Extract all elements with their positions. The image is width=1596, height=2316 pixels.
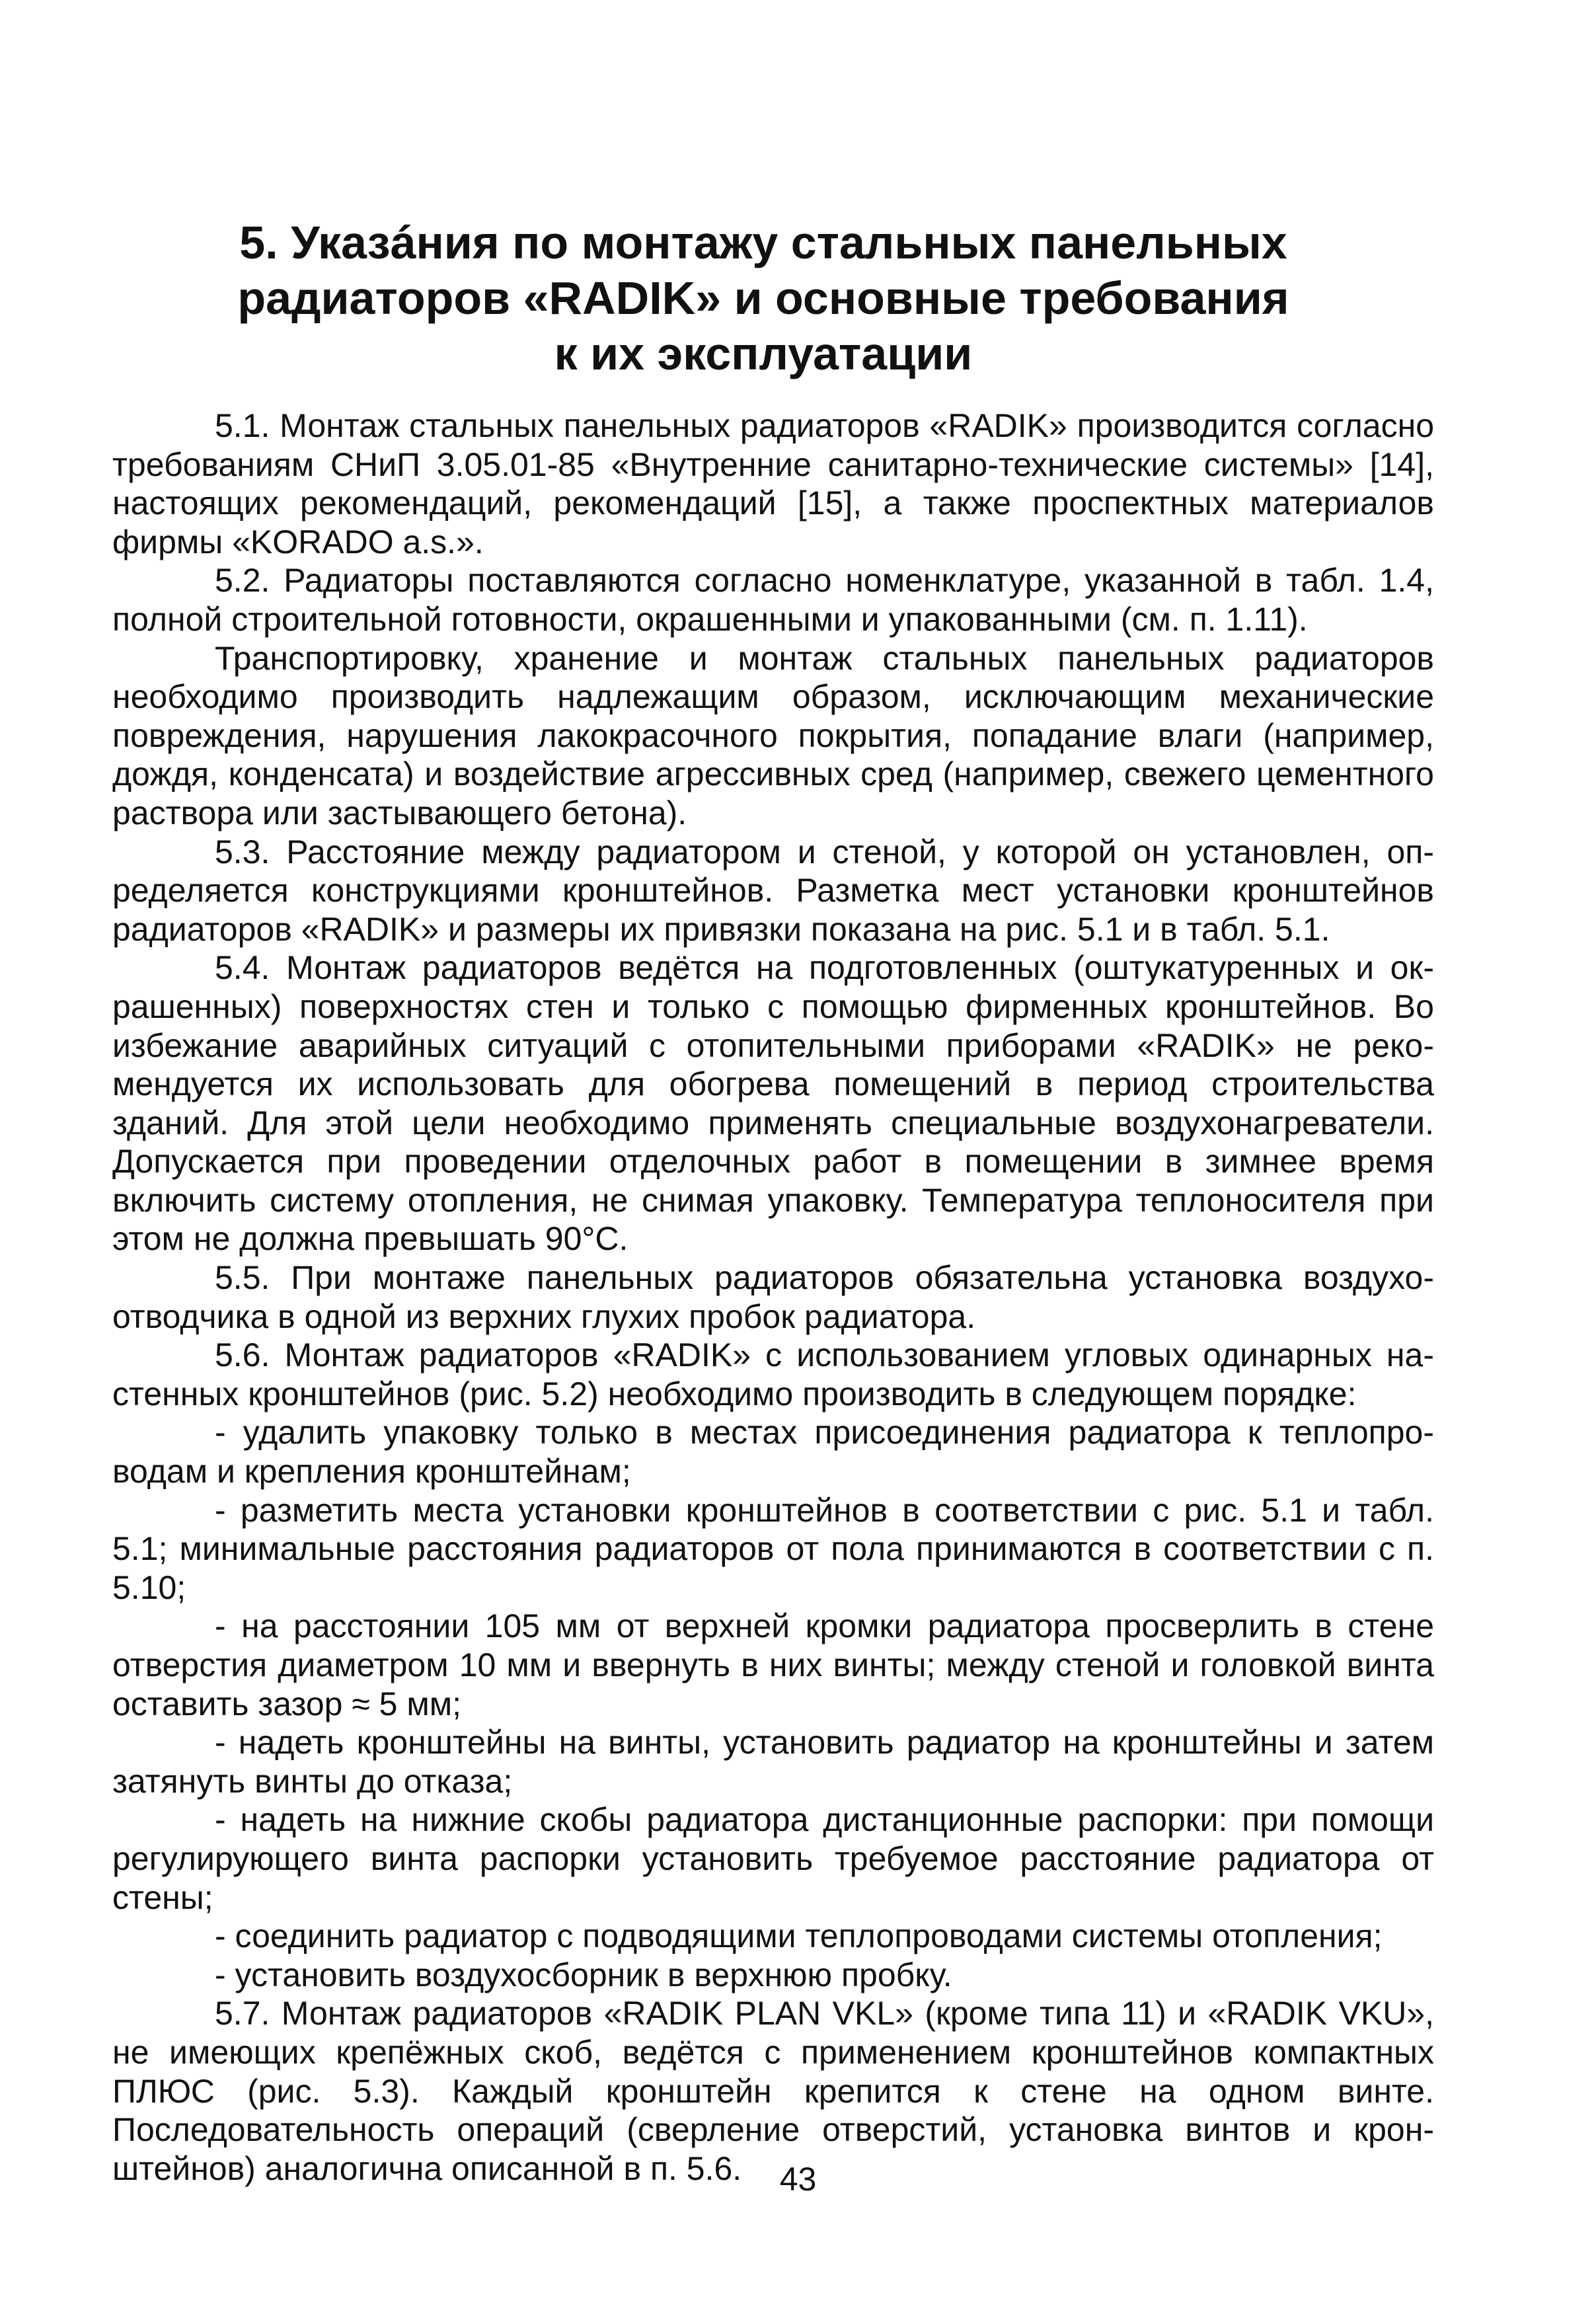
section-title-line: радиаторов «RADIK» и основные требования: [237, 272, 1289, 324]
list-item: - разметить места установки кронштейнов в соответствии с рис. 5.1 и табл. 5.1; минимальные расстояния радиаторов от пола принимаются в соответствии с п. 5.10;: [112, 1491, 1434, 1606]
section-title-line: к их эксплуатации: [554, 328, 973, 379]
body-text: [112, 406, 1434, 2188]
list-item: - установить воздухосборник в верхнюю пробку.: [215, 1956, 952, 1993]
paragraph-5-2: 5.2. Радиаторы поставляются согласно номенклатуре, указанной в табл. 1.4, полной строительной готовности, окрашенными и упакованными (см. п. 1.11).: [112, 562, 1434, 638]
section-title: [218, 215, 1309, 381]
list-item: - удалить упаковку только в местах присоединения радиатора к теплопроводам и крепления кронштейнам;: [112, 1414, 1434, 1490]
section-title-line: 5. Указáния по монтажу стальных панельных: [239, 217, 1287, 268]
paragraph-5-4: 5.4. Монтаж радиаторов ведётся на подготовленных (оштукатуренных и окрашенных) поверхностях стен и только с помощью фирменных кронштейнов. Во избежание аварийных ситуаций с отопительными приборами «RADIK» не рекомендуется их использовать для обогрева помещений в период строительства зданий. Для этой цели необходимо применять специальные воздухонагреватели. Допускается при проведении отделочных работ в помещении в зимнее время включить систему отопления, не снимая упаковку. Температура теплоносителя при этом не должна превышать 90°C.: [112, 949, 1434, 1258]
paragraph-5-3: 5.3. Расстояние между радиатором и стеной, у которой он установлен, определяется конструкциями кронштейнов. Разметка мест установки кронштейнов радиаторов «RADIK» и размеры их привязки показана на рис. 5.1 и в табл. 5.1.: [112, 833, 1434, 948]
list-item: - надеть кронштейны на винты, установить радиатор на кронштейны и затем затянуть винты до отказа;: [112, 1724, 1434, 1800]
list-item: - надеть на нижние скобы радиатора дистанционные распорки: при помощи регулирующего винта распорки установить требуемое расстояние радиатора от стены;: [112, 1801, 1434, 1916]
list-item: - на расстоянии 105 мм от верхней кромки радиатора просверлить в стене отверстия диаметром 10 мм и ввернуть в них винты; между стеной и головкой винта оставить зазор ≈ 5 мм;: [112, 1607, 1434, 1722]
paragraph-5-6: 5.6. Монтаж радиаторов «RADIK» с использованием угловых одинарных настенных кронштейнов (рис. 5.2) необходимо производить в следующем порядке:: [112, 1336, 1434, 1412]
paragraph-5-5: 5.5. При монтаже панельных радиаторов обязательна установка воздухоотводчика в одной из верхних глухих пробок радиатора.: [112, 1259, 1434, 1335]
paragraph-5-7: 5.7. Монтаж радиаторов «RADIK PLAN VKL» (кроме типа 11) и «RADIK VKU», не имеющих крепёжных скоб, ведётся с применением кронштейнов компактных ПЛЮС (рис. 5.3). Каждый кронштейн крепится к стене на одном винте. Последовательность операций (сверление отверстий, установка винтов и кронштейнов) аналогична описанной в п. 5.6.: [112, 1995, 1434, 2187]
page-number: 43: [779, 2161, 817, 2198]
paragraph-transport: Транспортировку, хранение и монтаж стальных панельных радиаторов необходимо производить надлежащим образом, исключающим механические повреждения, нарушения лакокрасочного покрытия, попадание влаги (например, дождя, конденсата) и воздействие агрессивных сред (например, свежего цементного раствора или застывающего бетона).: [112, 639, 1434, 831]
paragraph-5-1: 5.1. Монтаж стальных панельных радиаторов «RADIK» производится согласно требованиям СНиП 3.05.01-85 «Внутренние санитарно-технические системы» [14], настоящих рекомендаций, рекомендаций [15], а также проспектных материалов фирмы «KORADO a.s.».: [112, 407, 1434, 560]
list-item: - соединить радиатор с подводящими теплопроводами системы отопления;: [215, 1917, 1383, 1955]
